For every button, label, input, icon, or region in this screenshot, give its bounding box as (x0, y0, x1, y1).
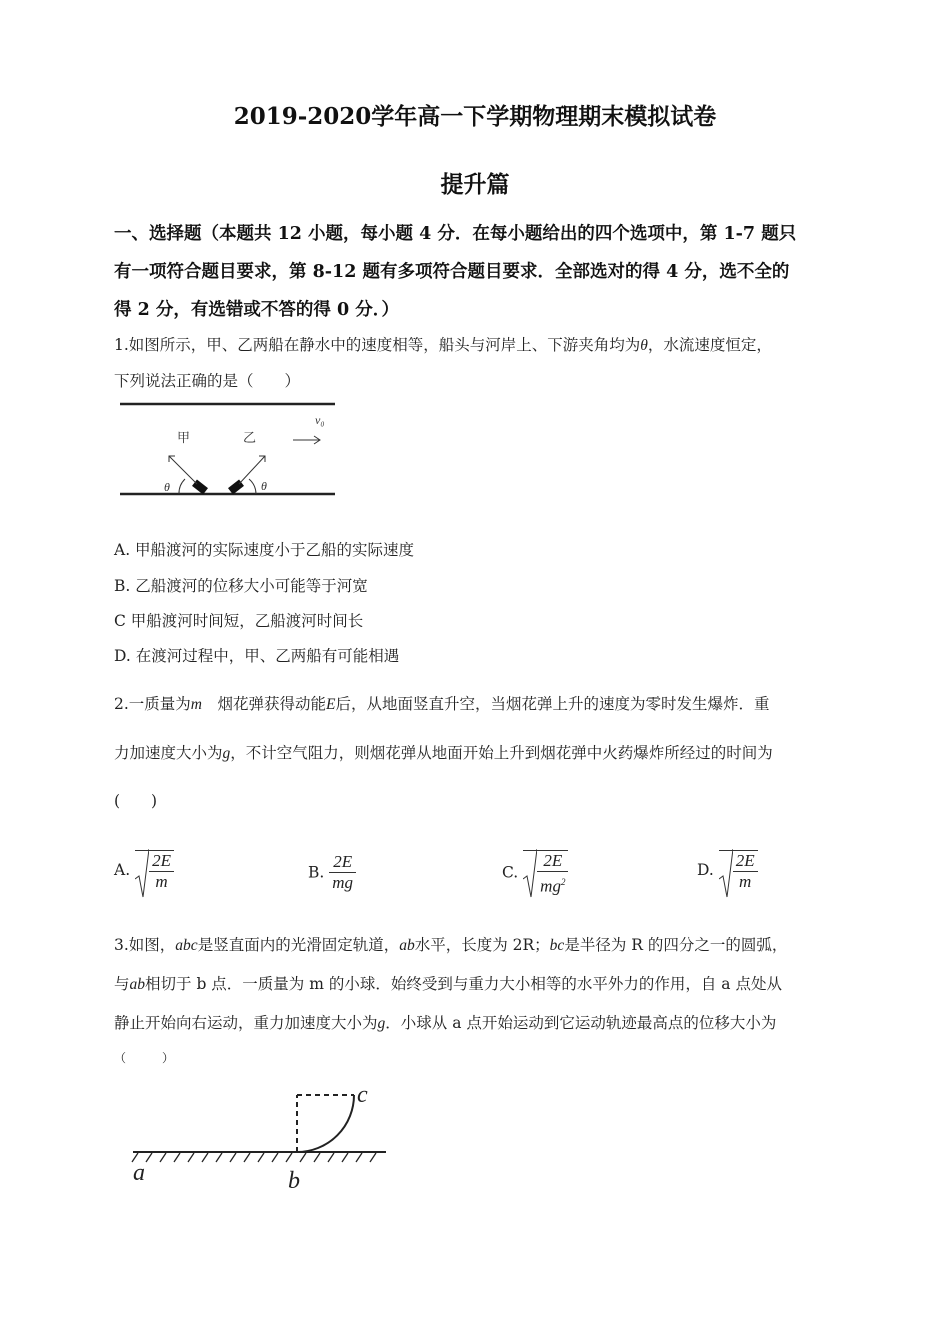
q1-stem-line-1 (114, 333, 772, 355)
label-c: c (357, 1082, 368, 1108)
q3-text-b: 是竖直面内的光滑固定轨道， (197, 936, 400, 954)
q3-stem-line-2 (114, 972, 782, 994)
q2-option-a-num: 2E (149, 851, 174, 872)
label-yi: 乙 (243, 431, 257, 446)
q1-stem-text: 1.如图所示，甲、乙两船在静水中的速度相等，船头与河岸上、下游夹角均为 (114, 336, 641, 354)
section-header-line-2: 有一项符合题目要求，第 8-12 题有多项符合题目要求．全部选对的得 4 分，选不全的 (114, 262, 790, 282)
ground-hatch (132, 1153, 376, 1162)
q2-option-c-den (537, 872, 568, 897)
q2-option-d-num: 2E (733, 851, 758, 872)
q2-option-b[interactable] (308, 852, 356, 893)
q1-option-d[interactable]: D. 在渡河过程中，甲、乙两船有可能相遇 (114, 647, 400, 665)
current-arrow (293, 436, 320, 444)
theta-jia: θ (164, 480, 170, 494)
q1-stem-line-2: 下列说法正确的是（ ） (114, 372, 301, 390)
q2-option-c-sqrt (523, 850, 568, 897)
q1-option-a[interactable]: A. 甲船渡河的实际速度小于乙船的实际速度 (114, 541, 415, 559)
q3-text-g: 静止开始向右运动，重力加速度大小为 (114, 1014, 378, 1032)
q3-text-c: 水平，长度为 2R； (414, 936, 550, 954)
label-jia: 甲 (177, 431, 191, 446)
q2-text-d: 力加速度大小为 (114, 744, 223, 762)
q2-option-a-label: A. (114, 861, 131, 879)
q2-stem-line-1 (114, 692, 770, 714)
section-header-line-1: 一、选择题（本题共 12 小题，每小题 4 分．在每小题给出的四个选项中，第 1-7 题只 (114, 224, 797, 244)
q3-text-a: 3.如图， (114, 936, 176, 954)
angle-arc-jia (179, 479, 185, 494)
page-subtitle: 提升篇 (440, 171, 510, 198)
q1-option-c[interactable]: C 甲船渡河时间短，乙船渡河时间长 (114, 612, 364, 630)
q2-option-b-label: B. (308, 863, 325, 882)
label-a: a (133, 1160, 145, 1186)
angle-arc-yi (249, 479, 256, 494)
q2-option-d[interactable] (697, 848, 758, 892)
q2-stem-line-3: ( ) (114, 792, 158, 810)
quarter-arc-bc (297, 1095, 354, 1152)
q3-track-figure (128, 1080, 393, 1195)
q2-option-a-den: m (155, 872, 168, 891)
q1-stem-text-end: ，水流速度恒定， (647, 336, 772, 354)
q3-stem-line-4: （ ） (114, 1051, 175, 1065)
q2-option-c-num: 2E (537, 851, 568, 872)
q3-text-h: ．小球从 a 点开始运动到它运动轨迹最高点的位移大小为 (385, 1014, 777, 1032)
q2-text-a: 2.一质量为 (114, 695, 191, 713)
q3-stem-line-1 (114, 933, 787, 955)
section-header-line-3: 得 2 分，有选错或不答的得 0 分．） (114, 300, 399, 320)
page-title: 2019-2020学年高一下学期物理期末模拟试卷 (233, 103, 717, 130)
q2-option-b-fraction (329, 852, 356, 893)
q2-option-a-sqrt (135, 850, 174, 892)
arrow-jia (169, 456, 197, 484)
q2-option-a[interactable] (114, 848, 174, 892)
q3-ab-2: ab (129, 976, 146, 993)
q2-option-d-den: m (739, 872, 752, 891)
q3-text-e: 与 (114, 975, 130, 993)
q3-text-f: 相切于 b 点．一质量为 m 的小球．始终受到与重力大小相等的水平外力的作用，自 a 点处从 (145, 975, 782, 993)
q2-m: m (190, 696, 202, 713)
radical-sign (523, 849, 537, 899)
q2-option-d-label: D. (697, 861, 714, 879)
label-b: b (288, 1168, 300, 1194)
q2-option-b-num: 2E (329, 852, 356, 873)
q1-option-b[interactable]: B. 乙船渡河的位移大小可能等于河宽 (114, 577, 368, 595)
q2-option-c-label: C. (502, 863, 519, 882)
q1-river-figure (115, 398, 340, 503)
q2-text-b: 烟花弹获得动能 (202, 695, 327, 713)
q2-text-c: 后，从地面竖直升空，当烟花弹上升的速度为零时发生爆炸．重 (335, 695, 770, 713)
q3-text-d: 是半径为 R 的四分之一的圆弧， (564, 936, 788, 954)
q3-bc: bc (549, 937, 565, 954)
q2-option-d-sqrt (719, 850, 758, 892)
q2-option-d-fraction (733, 851, 758, 892)
label-v0: v₀ (315, 413, 325, 427)
q1-theta: θ (640, 337, 648, 354)
theta-yi: θ (261, 479, 267, 493)
radical-sign (135, 849, 149, 899)
q2-g: g (222, 745, 231, 762)
q2-E: E (326, 696, 336, 713)
q2-option-c-sup: 2 (560, 877, 566, 887)
q2-option-a-fraction (149, 851, 174, 892)
q2-text-e: ，不计空气阻力，则烟花弹从地面开始上升到烟花弹中火药爆炸所经过的时间为 (230, 744, 773, 762)
q2-option-c-fraction (537, 851, 568, 897)
q2-option-b-den: mg (332, 873, 354, 892)
q3-abc: abc (175, 937, 198, 954)
q3-ab: ab (399, 937, 415, 954)
q3-stem-line-3 (114, 1011, 776, 1033)
q3-g: g (377, 1015, 386, 1032)
q2-option-c[interactable] (502, 848, 568, 897)
q2-option-c-den-text: mg (540, 876, 561, 896)
q2-stem-line-2 (114, 741, 773, 763)
radical-sign (719, 849, 733, 899)
